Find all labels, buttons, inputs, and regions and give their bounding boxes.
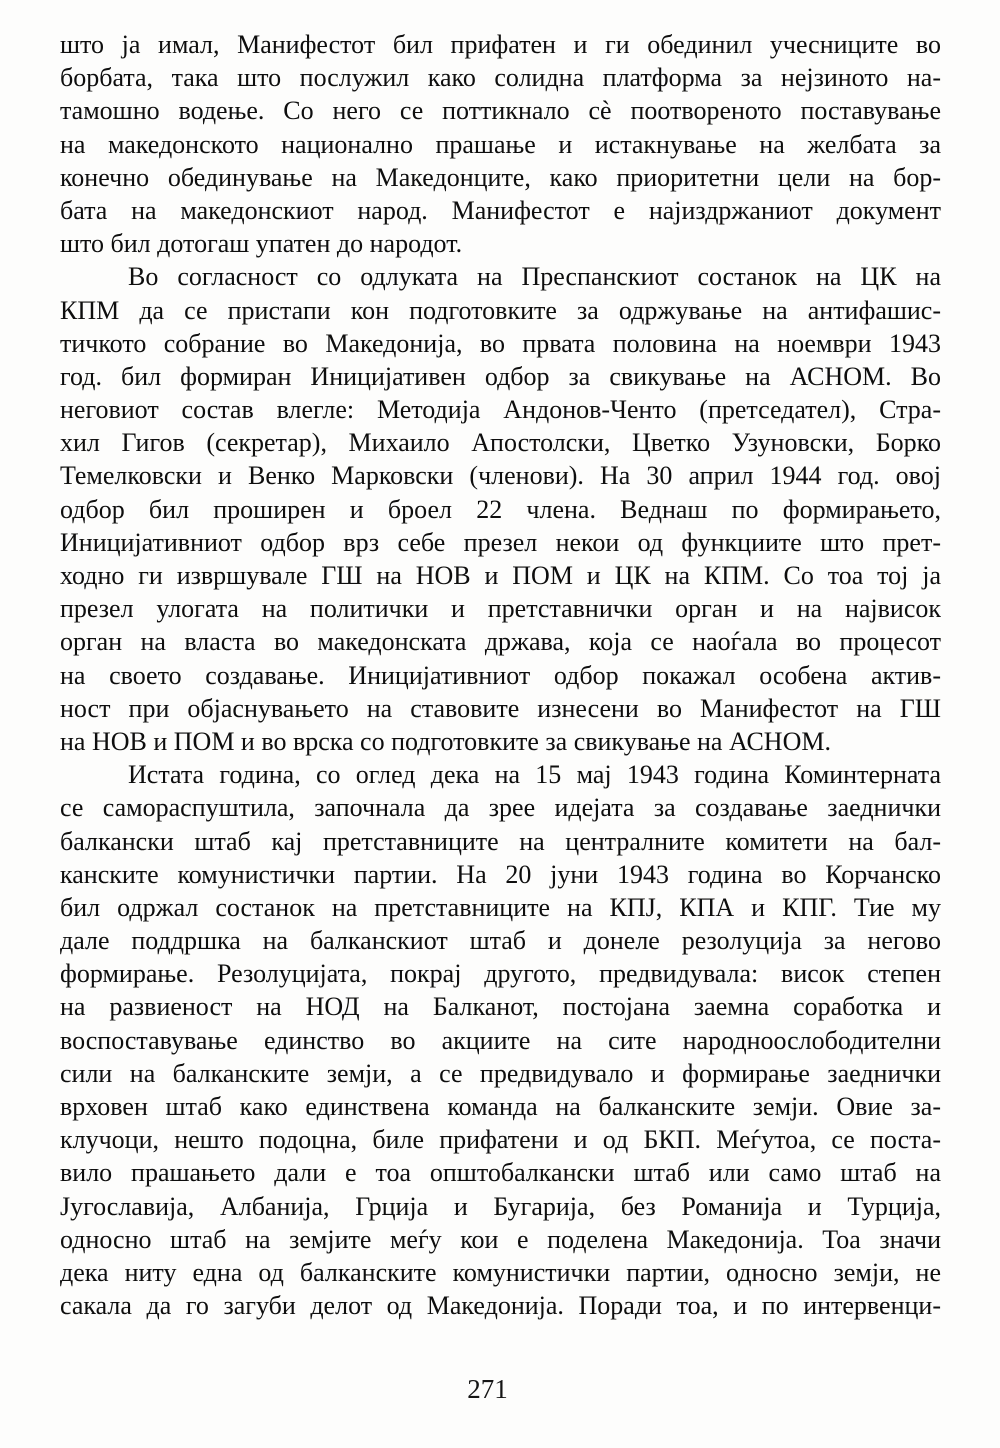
text-line: на своето создавање. Иницијативниот одбор покажал особена актив- (60, 660, 941, 690)
text-line: бата на македонскиот народ. Манифестот е најиздржаниот документ (60, 195, 941, 225)
text-line: на македонското национално прашање и истакнување на желбата за (60, 129, 941, 159)
text-line: орган на власта во македонската држава, која се наоѓала во процесот (60, 627, 941, 657)
text-line: воспоставување единство во акциите на сите народноослободителни (60, 1025, 941, 1055)
text-line: балкански штаб кај претставниците на централните комитети на бал- (60, 826, 941, 856)
text-line: сакала да го загуби делот од Македонија. Поради тоа, и по интервенци- (60, 1291, 941, 1321)
paragraph (60, 28, 941, 260)
text-line: дека ниту една од балканските комунистички партии, односно земји, не (60, 1257, 941, 1287)
text-line: на НОВ и ПОМ и во врска со подготовките за свикување на АСНОМ. (60, 726, 831, 756)
text-line: односно штаб на земјите меѓу кои е поделена Македонија. Тоа значи (60, 1224, 941, 1254)
text-line: конечно обединување на Македонците, како приоритетни цели на бор- (60, 162, 941, 192)
paragraph (60, 758, 941, 1322)
text-line: сили на балканските земји, а се предвидувало и формирање заеднички (60, 1058, 941, 1088)
text-line: клучоци, нешто подоцна, биле прифатени и од БКП. Меѓутоа, се поста- (60, 1125, 941, 1155)
text-line: што бил дотогаш упатен до народот. (60, 229, 463, 259)
text-line: Југославија, Албанија, Грција и Бугарија, без Романија и Турција, (60, 1191, 941, 1221)
text-line: Истата година, со оглед дека на 15 мај 1943 година Коминтерната (128, 760, 941, 790)
text-line: на развиеност на НОД на Балканот, постојана заемна соработка и (60, 992, 941, 1022)
page-number: 271 (467, 1374, 508, 1404)
text-line: бил одржал состанок на претставниците на КПЈ, КПА и КПГ. Тие му (60, 892, 941, 922)
text-line: презел улогата на политички и претставнички орган и на највисок (60, 594, 941, 624)
text-line: ност при објаснувањето на ставовите изнесени во Манифестот на ГШ (60, 693, 941, 723)
text-line: што ја имал, Манифестот бил прифатен и ги обединил учесниците во (60, 30, 941, 59)
text-block (60, 28, 941, 1322)
text-line: вило прашањето дали е тоа општобалкански штаб или само штаб на (60, 1158, 941, 1188)
text-line: борбата, така што послужил како солидна платформа за нејзиното на- (60, 63, 941, 93)
text-line: Во согласност со одлуката на Преспанскиот состанок на ЦК на (128, 262, 941, 292)
text-line: КПМ да се пристапи кон подготовките за одржување на антифашис- (60, 295, 941, 325)
text-line: формирање. Резолуцијата, покрај другото, предвидувала: висок степен (60, 959, 941, 989)
text-line: Иницијативниот одбор врз себе презел некои од функциите што прет- (60, 527, 941, 557)
text-line: одбор бил проширен и броел 22 члена. Веднаш по формирањето, (60, 494, 941, 524)
paragraph (60, 260, 941, 758)
text-line: ходно ги извршувале ГШ на НОВ и ПОМ и ЦК на КПМ. Со тоа тој ја (60, 561, 941, 590)
text-line: се самораспуштила, започнала да зрее идејата за создавање заеднички (60, 793, 941, 823)
text-line: неговиот состав влегле: Методија Андонов-Ченто (претседател), Стра- (60, 395, 941, 425)
text-line: дале поддршка на балканскиот штаб и донеле резолуција за негово (60, 926, 941, 956)
text-line: хил Гигов (секретар), Михаило Апостолски, Цветко Узуновски, Борко (60, 428, 941, 458)
text-line: тичкото собрание во Македонија, во првата половина на ноември 1943 (60, 328, 941, 358)
text-line: год. бил формиран Иницијативен одбор за свикување на АСНОМ. Во (60, 361, 941, 391)
text-line: канските комунистички партии. На 20 јуни 1943 година во Корчанско (60, 859, 941, 889)
text-line: Темелковски и Венко Марковски (членови). На 30 април 1944 год. овој (60, 461, 941, 491)
text-line: врховен штаб како единствена команда на балканските земји. Овие за- (60, 1092, 941, 1121)
text-line: тамошно водење. Со него се поттикнало сè поотвореното поставување (60, 96, 941, 126)
